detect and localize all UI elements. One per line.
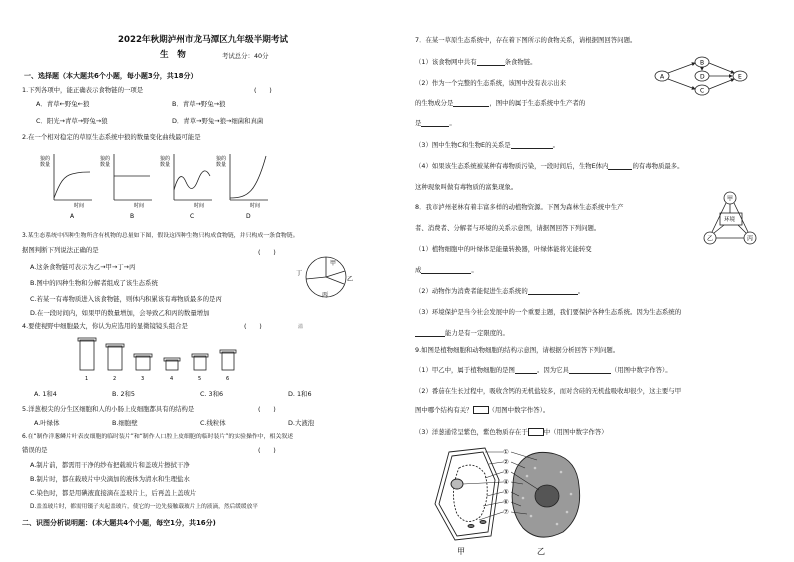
q3-option-a: A.这条食物链可表示为乙→甲→丁→丙 [30,263,136,271]
q9-p1-post: （用图中数字作答）。 [610,366,672,374]
cycle-node-env: 环境 [724,217,736,223]
pie-label-ding: 丁 [296,270,303,277]
q9-p2-line2 [415,406,549,414]
label-num-4: ④ [503,478,509,486]
q3-option-b: B.图中的四种生物和分解者组成了该生态系统 [30,279,158,287]
q2-xlabel-a: 时间 [74,203,85,209]
q1-option-c: C．阳光→青草→野兔→狼 [36,117,108,125]
q2-graph-b [114,154,152,200]
q2-label-c: C [190,213,195,220]
q8-ecosystem-diagram [702,190,764,252]
q6-option-c: C.染色时，都是用碘液直接滴在盖玻片上，后再盖上盖玻片 [30,489,197,497]
cycle-node-jia: 甲 [727,195,734,203]
label-num-6: ⑥ [503,498,509,506]
q7-blank-4[interactable] [511,141,553,149]
q2-graph-a [54,154,92,200]
lens-num-1: 1 [85,376,89,382]
q9-cell-diagrams [427,440,597,558]
q2-ylabel-b2: 数量 [100,162,111,168]
label-num-3: ③ [503,468,509,476]
q8-line1: 8．我市泸州老林有着丰富多样的动植物资源。下图为森林生态系统中生产 [415,203,624,211]
q9-p1-mid: 。因为它具 [536,366,569,374]
q7-p2-line2-post: ，图中的属于生态系统中生产者的 [489,99,586,107]
web-node-a: A [660,73,665,81]
q9-p3 [415,428,608,436]
q3-pie-chart [292,253,362,301]
q2-label-a: A [70,213,75,220]
q9-box-1[interactable] [473,406,489,414]
section1-heading: 一、选择题（本大题共6个小题，每小题3分，共18分） [24,72,198,80]
q3-paren: ( ) [258,248,276,256]
q8-blank-2[interactable] [528,287,578,295]
q7-blank-5[interactable] [608,162,632,170]
q9-box-2[interactable] [528,428,544,436]
q7-p4-pre: （4）如果该生态系统被某种有毒物质污染，一段时间后，生物E体内 [415,162,609,170]
q2-graphs [30,146,270,224]
q7-p2-line2 [415,99,585,107]
cell-label-yi: 乙 [537,547,545,556]
q8-p3-line1: （3）环境保护是当今社会发展中的一个重要主题，我们要保护各种生态系统。因为生态系统的 [415,308,682,316]
q6-stem-line2: 错误的是 [22,446,48,454]
q6-option-a: A.制片前，都需用干净的纱布把载玻片和盖玻片擦拭干净 [30,461,190,469]
q6-option-b: B.制片时，都在载玻片中央滴加的液体为清水和生理盐水 [30,475,190,483]
pie-label-yi: 乙 [347,276,354,283]
q9-p1 [415,366,672,374]
q5-option-d: D.大液泡 [288,419,315,427]
q5-option-c: C.线粒体 [200,419,226,427]
q7-p3 [415,141,559,149]
q7-p2-line3-pre: 是 [415,119,422,127]
subject-label: 生 物 [160,50,186,60]
q2-ylabel-c2: 数量 [160,162,171,168]
q2-ylabel-c1: 狼的 [160,156,171,162]
q9-p2-line2-pre: 图中哪个结构有关？ [415,406,473,414]
q7-p4-post: 的有毒物质最多。 [632,162,684,170]
label-num-2: ② [503,458,509,466]
q8-p2-post: 。 [577,287,585,295]
q6-option-d: D.盖盖玻片时，都需用镊子夹起盖玻片，使它的一边先接触载玻片上的液滴，然后缓缓放平 [30,504,258,510]
q7-food-web [652,54,752,98]
q1-stem: 1.下列各项中，能正确表示食物链的一项是 [22,86,144,94]
q9-blank-1[interactable] [515,366,537,374]
q9-p3-pre: （3）洋葱通常呈紫色，紫色物质存在于 [415,428,528,436]
q4-option-b: B. 2和5 [112,390,135,398]
score-info: 考试总分：40分 [222,52,269,60]
q2-ylabel-d1: 狼的 [216,156,227,162]
q5-paren: ( ) [258,405,276,413]
exam-title: 2022年秋期泸州市龙马潭区九年级半期考试 [118,35,289,45]
q2-ylabel-d2: 数量 [216,162,227,168]
plant-cell [435,448,499,540]
q4-option-c: C. 3和6 [200,390,224,398]
q2-label-d: D [246,213,251,220]
q7-p1-post: 条食物链。 [504,58,537,66]
q4-stem: 4.要使视野中细胞最大，你认为应选用的显微镜镜头组合是 [22,322,188,330]
q2-graph-d [230,154,268,200]
q9-p3-post: 中（用图中数字作答） [543,428,608,436]
label-num-7: ⑦ [503,508,509,516]
q9-stem: 9.如图是植物细胞和动物细胞的结构示意图，请根据分析回答下列问题。 [415,346,620,354]
q4-paren: ( ) [244,322,262,330]
section2-heading: 二、识图分析说明题：(本大题共4个小题，每空1分，共16分) [22,519,216,527]
cell-label-jia: 甲 [457,547,465,556]
q8-p1-line2-post: 。 [471,266,478,274]
lens-num-4: 4 [170,376,174,382]
lens-num-2: 2 [113,376,117,382]
q2-xlabel-d: 时间 [250,203,261,209]
q2-ylabel-a1: 狼的 [40,156,51,162]
q2-graph-c [174,154,212,200]
q9-p1-pre: （1）甲乙中，属于植物细胞的是图 [415,366,515,374]
q5-stem: 5.洋葱根尖的分生区细胞和人的小肠上皮细胞都具有的结构是 [22,405,195,413]
q2-ylabel-b1: 狼的 [100,156,111,162]
q2-xlabel-c: 时间 [194,203,205,209]
q7-p4 [415,162,684,170]
q8-p3-line2-text: 能力是有一定限度的。 [445,329,509,337]
q8-blank-1[interactable] [421,266,471,274]
q1-paren: ( ) [254,86,272,94]
lens-num-3: 3 [141,376,145,382]
q9-p2-line1: （2）番茄在生长过程中，吸收含钙的无机盐较多，而对含硅的无机盐吸收却很少，这主要与甲 [415,387,682,395]
web-node-c: C [700,87,705,95]
q6-paren: ( ) [258,446,276,454]
q4-lenses [70,334,250,384]
lens-num-5: 5 [198,376,202,382]
q8-p2 [415,287,584,295]
q4-option-d: D. 1和6 [288,390,312,398]
q8-line2: 者、消费者、分解者与环境的关系示意图，请据图回答下列问题。 [415,224,601,232]
q7-stem: 7．在某一草原生态系统中，存在着下图所示的食物关系，请根据图回答问题。 [415,36,637,44]
right-column [397,0,794,562]
q7-p1-pre: （1）该食物网中共有 [415,58,477,66]
label-num-5: ⑤ [503,488,509,496]
q7-blank-3[interactable] [421,119,449,127]
q7-p2-line1: （2）作为一个完整的生态系统，该图中没有表示出来 [415,79,567,87]
q7-p3-pre: （3）图中生物C和生物E的关系是 [415,141,511,149]
cycle-node-bing: 丙 [747,235,754,243]
web-node-e: E [738,73,742,81]
q8-blank-3[interactable] [415,329,445,337]
q8-p1-line2 [415,266,478,274]
q5-option-a: A.叶绿体 [34,419,60,427]
q8-p3-line2 [415,329,509,337]
cycle-node-yi: 乙 [707,235,714,243]
web-node-d: D [700,73,705,81]
q7-blank-2[interactable] [453,99,489,107]
q3-stem-line2: 据图判断下列说法正确的是 [22,246,99,254]
q8-p1-line1: （1）植物细胞中的叶绿体是能量转换器，叶绿体能将光能转变 [415,245,592,253]
lens-num-6: 6 [226,376,230,382]
q2-label-b: B [130,213,135,220]
label-num-1: ① [503,448,509,456]
q7-p3-post: 。 [552,141,560,149]
q4-note: 溢 [298,324,304,330]
q6-stem-line1: 6.在“制作洋葱鳞片叶表皮细胞的临时装片”和“制作人口腔上皮细胞的临时装片”的实验操作中，相关叙述 [22,434,294,440]
q1-option-b: B．青草→野兔→狼 [172,100,226,108]
q4-option-a: A. 1和4 [34,390,57,398]
q3-stem-line1: 3.某生态系统中四种生物所含有机物的总量如下图，假设这四种生物只构成食物链，并只构成一条食物链。 [22,233,299,239]
pie-label-jia: 甲 [330,260,337,267]
q7-p2-line2-pre: 的生物成分是 [415,99,454,107]
animal-cell [512,452,580,537]
pie-label-bing: 丙 [322,292,329,299]
q8-p2-pre: （2）动物作为消费者能促进生态系统的 [415,287,528,295]
q3-option-c: C.若某一有毒物质进入该食物链，则体内积累该有毒物质最多的是丙 [30,295,222,303]
q7-p4-line2: 这种现象叫做有毒物质的富集现象。 [415,183,518,191]
q9-p2-line2-post: （用图中数字作答）。 [488,406,550,414]
q7-p1 [415,58,537,66]
q2-ylabel-a2: 数量 [40,162,51,168]
q5-option-b: B.细胞壁 [112,419,138,427]
q3-option-d: D.在一段时间内，如果甲的数量增加，会导致乙和丙的数量增加 [30,309,210,317]
q8-p1-line2-pre: 成 [415,266,422,274]
q2-stem: 2.在一个相对稳定的草原生态系统中狼的数量变化曲线最可能是 [22,133,201,141]
q9-blank-2[interactable] [569,366,611,374]
q2-xlabel-b: 时间 [134,203,145,209]
q1-option-d: D．青草→野兔→狼→细菌和真菌 [172,117,264,125]
q1-option-a: A．青草←野兔←狼 [36,100,90,108]
q7-blank-1[interactable] [477,58,505,66]
web-node-b: B [700,59,705,67]
q7-p2-line3 [415,119,456,127]
q7-p2-line3-post: 。 [449,119,456,127]
